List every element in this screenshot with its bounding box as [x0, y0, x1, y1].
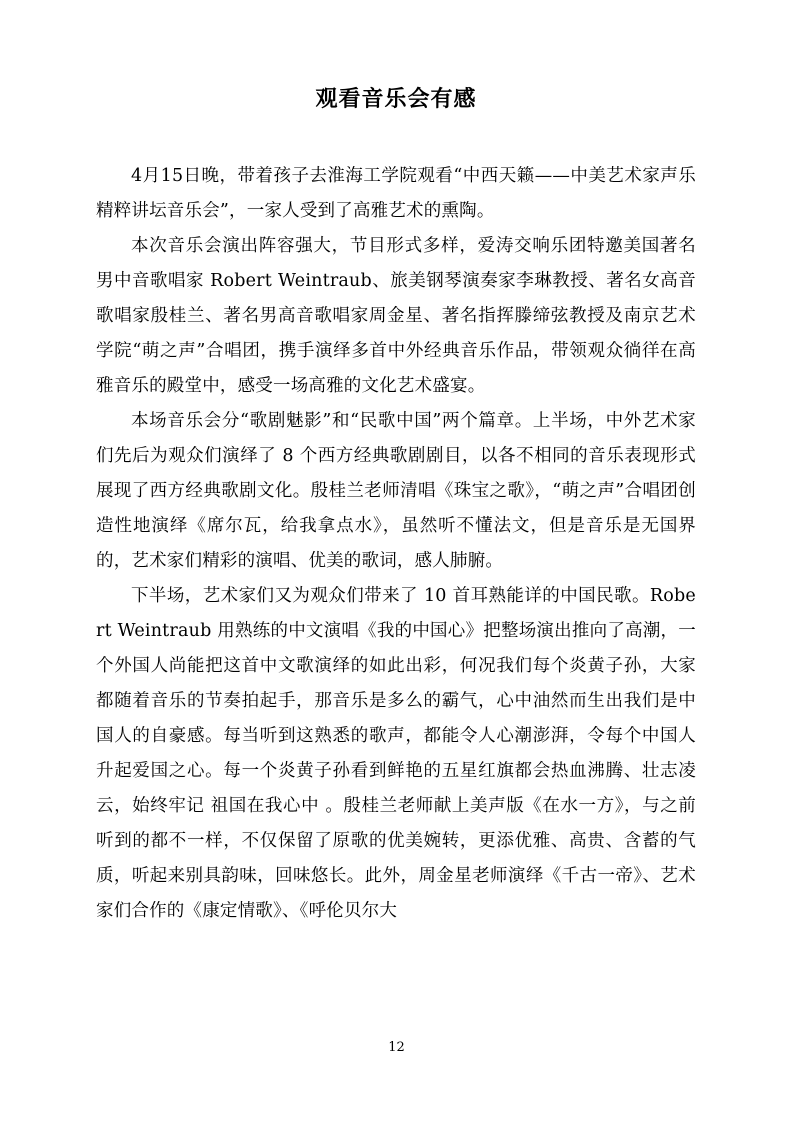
paragraph-3: 本场音乐会分“歌剧魅影”和“民歌中国”两个篇章。上半场，中外艺术家们先后为观众们演绎了 8 个西方经典歌剧剧目，以各不相同的音乐表现形式展现了西方经典歌剧文化。殷桂兰老师清唱《珠宝之歌》，“萌之声”合唱团创造性地演绎《席尔瓦，给我拿点水》，虽然听不懂法文，但是音乐是无国界的，艺术家们精彩的演唱、优美的歌词，感人肺腑。 — [96, 410, 696, 571]
page-number: 12 — [388, 1040, 405, 1055]
page-title: 观看音乐会有感 — [315, 87, 477, 112]
document-body — [96, 86, 696, 929]
paragraph-4: 下半场，艺术家们又为观众们带来了 10 首耳熟能详的中国民歌。Robert Weintraub 用熟练的中文演唱《我的中国心》把整场演出推向了高潮，一个外国人尚能把这首中文歌演绎的如此出彩，何况我们每个炎黄子孙，大家都随着音乐的节奏拍起手，那音乐是多么的霸气，心中油然而生出我们是中国人的自豪感。每当听到这熟悉的歌声，都能令人心潮澎湃，令每个中国人升起爱国之心。每一个炎黄子孙看到鲜艳的五星红旗都会热血沸腾、壮志凌云，始终牢记 祖国在我心中 。殷桂兰老师献上美声版《在水一方》，与之前听到的都不一样，不仅保留了原歌的优美婉转，更添优雅、高贵、含蓄的气质，听起来别具韵味，回味悠长。此外，周金星老师演绎《千古一帝》、艺术家们合作的《康定情歌》、《呼伦贝尔大 — [96, 585, 696, 921]
paragraph-1: 4月15日晚，带着孩子去淮海工学院观看“中西天籁——中美艺术家声乐精粹讲坛音乐会”，一家人受到了高雅艺术的熏陶。 — [96, 165, 696, 221]
paragraph-2: 本次音乐会演出阵容强大，节目形式多样，爱涛交响乐团特邀美国著名男中音歌唱家 Robert Weintraub、旅美钢琴演奏家李琳教授、著名女高音歌唱家殷桂兰、著名男高音歌唱家周金星、著名指挥滕缔弦教授及南京艺术学院“萌之声”合唱团，携手演绎多首中外经典音乐作品，带领观众徜徉在高雅音乐的殿堂中，感受一场高雅的文化艺术盛宴。 — [96, 235, 696, 396]
